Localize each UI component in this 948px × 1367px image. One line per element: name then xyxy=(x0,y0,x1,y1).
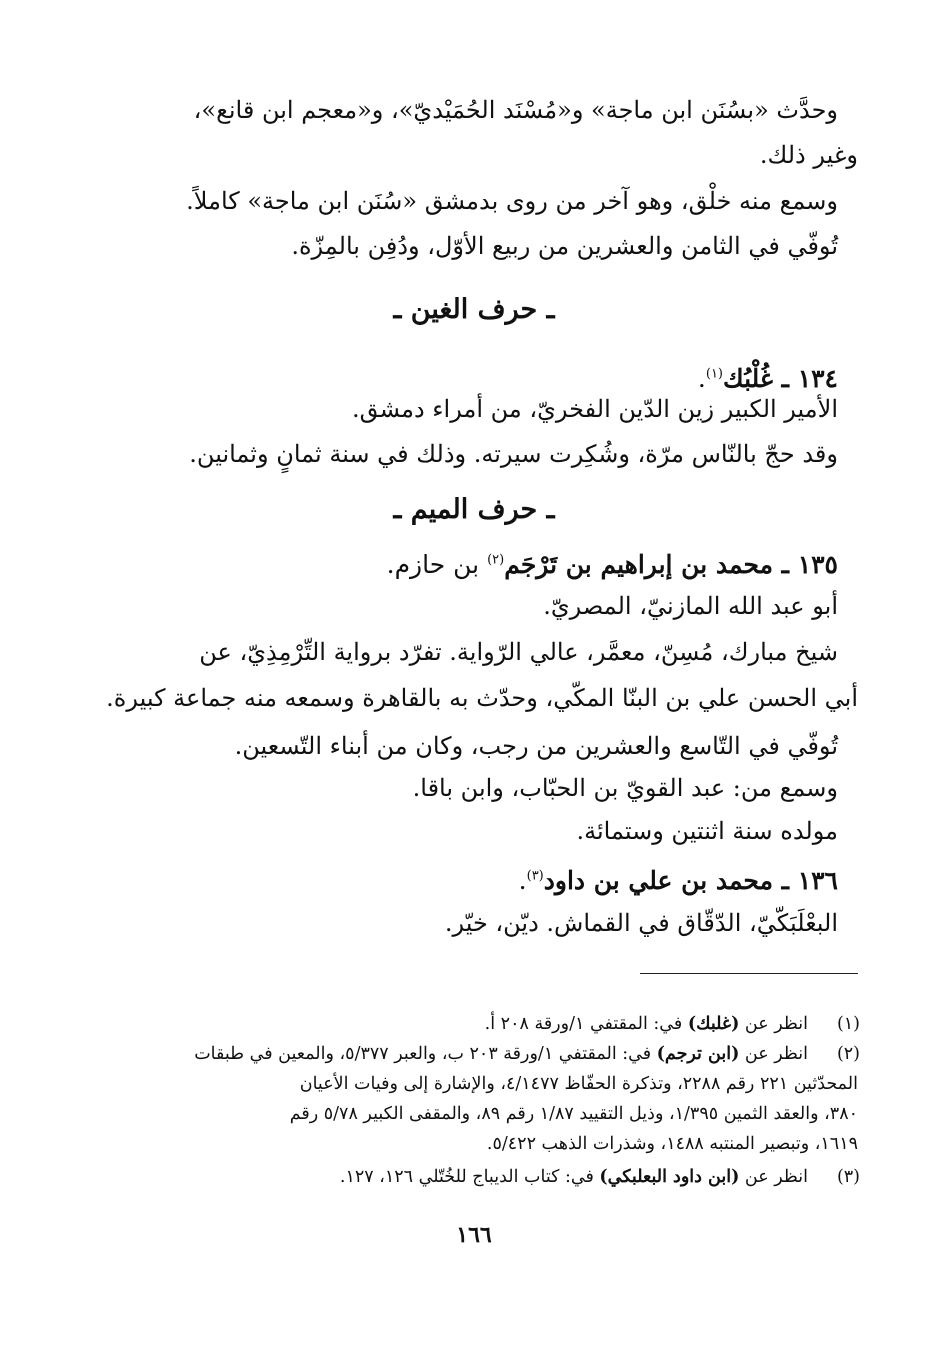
text-line: تُوفّي في التّاسع والعشرين من رجب، وكان من أبناء التّسعين. xyxy=(234,732,838,760)
entry-title-tail: بن حازم. xyxy=(386,550,488,579)
entry-title-text: ١٣٤ ـ غُلْبُك xyxy=(723,364,838,393)
footnote-ref: (١) xyxy=(705,366,723,382)
footnote-number: (٢) xyxy=(836,1044,860,1064)
entry-title-tail: . xyxy=(518,866,527,895)
footnote-ref: (٣) xyxy=(526,868,544,884)
entry-title-136 xyxy=(519,865,838,897)
entry-title-135 xyxy=(387,549,838,581)
footnote-lead: انظر عن xyxy=(739,1014,808,1034)
section-heading-ghain: ـ حرف الغين ـ xyxy=(393,294,555,325)
text-line: شيخ مبارك، مُسِنّ، معمَّر، عالي الرّواية. تفرّد برواية التِّرْمِذِيّ، عن xyxy=(199,638,838,666)
footnote-lead: انظر عن xyxy=(739,1167,808,1187)
text-line: الأمير الكبير زين الدّين الفخريّ، من أمراء دمشق. xyxy=(352,395,838,423)
footnote-separator xyxy=(640,973,858,974)
footnote-number: (٣) xyxy=(836,1167,860,1187)
entry-title-tail: . xyxy=(697,364,706,393)
text-line: تُوفّي في الثامن والعشرين من ربيع الأوّل، ودُفِن بالمِزّة. xyxy=(291,232,838,260)
text-line: وغير ذلك. xyxy=(759,141,858,169)
footnote-text: في: المقتفي ١/ورقة ٢٠٣ ب، والعبر ٥/٣٧٧، والمعين في طبقات xyxy=(194,1044,657,1064)
entry-title-text: ١٣٥ ـ محمد بن إبراهيم بن تَرْجَم xyxy=(504,550,838,579)
footnote-subject: (ابن داود البعلبكي) xyxy=(599,1167,740,1187)
entry-title-134 xyxy=(698,363,838,395)
footnote-text: في: كتاب الديباج للخُتّلي ١٢٦، ١٢٧. xyxy=(339,1167,600,1187)
text-line: أبي الحسن علي بن البنّا المكّي، وحدّث به بالقاهرة وسمعه منه جماعة كبيرة. xyxy=(106,684,858,712)
footnote-2-line: ١٦١٩، وتبصير المنتبه ١٤٨٨، وشذرات الذهب ٥/٤٢٢. xyxy=(486,1134,858,1154)
footnote-1 xyxy=(485,1011,808,1037)
text-line: وسمع من: عبد القويّ بن الحبّاب، وابن باقا. xyxy=(412,774,838,802)
footnote-text: في: المقتفي ١/ورقة ٢٠٨ أ. xyxy=(484,1014,688,1034)
footnote-2-line: ٣٨٠، والعقد الثمين ١/٣٩٥، وذيل التقييد ١/٨٧ رقم ٨٩، والمقفى الكبير ٥/٧٨ رقم xyxy=(289,1104,858,1124)
text-line: وحدَّث «بسُنَن ابن ماجة» و«مُسْنَد الحُمَيْديّ»، و«معجم ابن قانع»، xyxy=(193,96,838,124)
text-line: البعْلَبَكّيّ، الدّقّاق في القماش. ديّن، خيّر. xyxy=(444,909,838,937)
footnote-subject: (ابن ترجم) xyxy=(656,1044,740,1064)
entry-title-text: ١٣٦ ـ محمد بن علي بن داود xyxy=(543,866,838,895)
section-heading-meem: ـ حرف الميم ـ xyxy=(393,494,555,525)
page-number: ١٦٦ xyxy=(456,1222,492,1248)
text-line: وسمع منه خلْق، وهو آخر من روى بدمشق «سُنَن ابن ماجة» كاملاً. xyxy=(186,187,838,215)
footnote-2-line: المحدّثين ٢٢١ رقم ٢٢٨٨، وتذكرة الحفّاظ ٤/١٤٧٧، والإشارة إلى وفيات الأعيان xyxy=(299,1074,858,1094)
text-line: مولده سنة اثنتين وستمائة. xyxy=(576,817,838,845)
footnote-2 xyxy=(194,1041,808,1067)
footnote-3 xyxy=(340,1164,808,1190)
footnote-subject: (غلبك) xyxy=(687,1014,740,1034)
footnote-number: (١) xyxy=(836,1014,860,1034)
text-line: وقد حجّ بالنّاس مرّة، وشُكِرت سيرته. وذلك في سنة ثمانٍ وثمانين. xyxy=(189,440,838,468)
footnote-lead: انظر عن xyxy=(739,1044,808,1064)
text-line: أبو عبد الله المازنيّ، المصريّ. xyxy=(543,592,838,620)
footnote-ref: (٢) xyxy=(487,552,505,568)
